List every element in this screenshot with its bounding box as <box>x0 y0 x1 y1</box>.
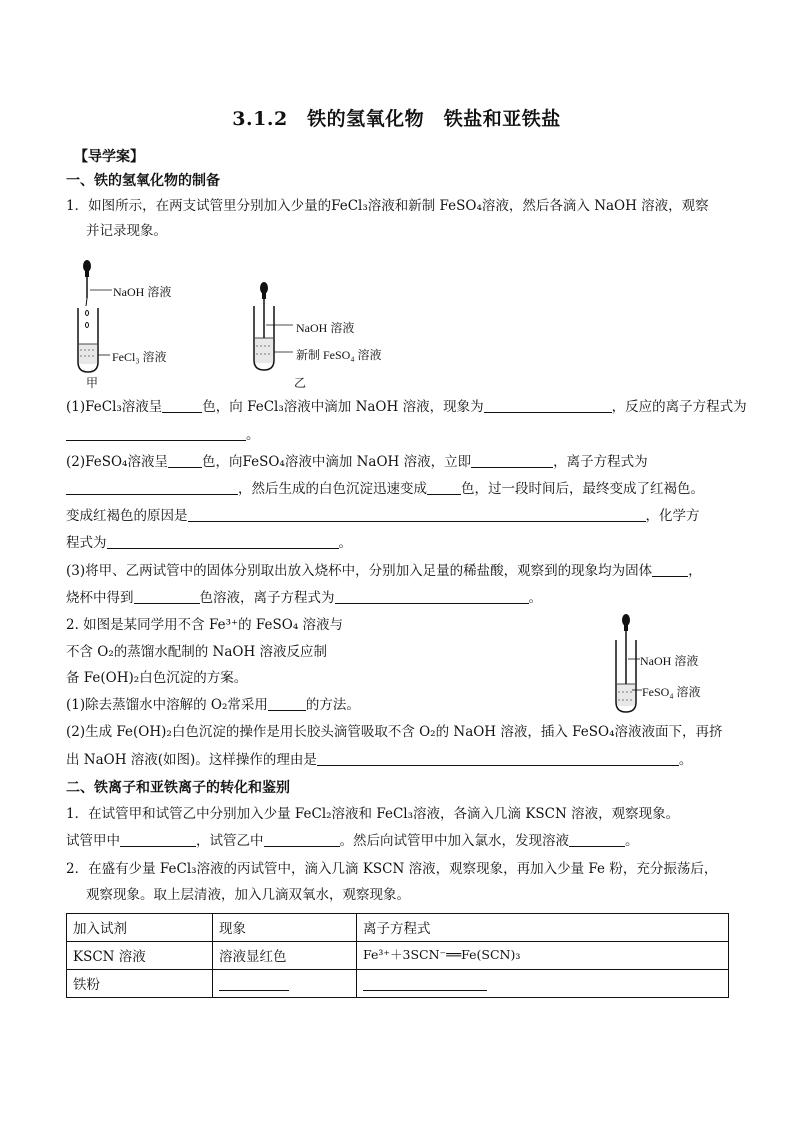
answer-blank[interactable] <box>569 832 625 847</box>
jia-fecl3-label: FeCl₃ 溶液 <box>112 350 167 364</box>
q2-part2-text-b: 出 NaOH 溶液(如图)。这样操作的理由是 <box>66 752 317 768</box>
table-header-row <box>67 914 729 942</box>
part3-line1 <box>66 562 702 580</box>
part1-text-b: 色，向 FeCl₃溶液中滴加 NaOH 溶液，现象为 <box>202 399 484 415</box>
answer-blank[interactable] <box>66 426 246 441</box>
section1-heading: 一、铁的氢氧化物的制备 <box>66 173 220 189</box>
answer-blank[interactable] <box>219 976 289 991</box>
q1-line2: 并记录现象。 <box>86 223 167 239</box>
table-header-cell: 加入试剂 <box>67 914 213 942</box>
answer-blank[interactable] <box>134 589 200 604</box>
q1-line1: 1．如图所示，在两支试管里分别加入少量的FeCl₃溶液和新制 FeSO₄溶液，然后各滴入 NaOH 溶液，观察 <box>66 198 709 214</box>
q2-part1-text-b: 的方法。 <box>305 697 360 713</box>
answer-blank[interactable] <box>471 453 553 468</box>
table-cell-blank[interactable] <box>213 970 357 998</box>
q2-line1: 2. 如图是某同学用不含 Fe³⁺的 FeSO₄ 溶液与 <box>66 617 344 633</box>
fig3-naoh-label: NaOH 溶液 <box>640 654 699 668</box>
q2-part1 <box>66 696 360 714</box>
part2-text-g: ，化学方 <box>645 508 700 524</box>
part2-text-f: 变成红褐色的原因是 <box>66 508 188 524</box>
answer-blank[interactable] <box>107 534 339 549</box>
dropper-bulb <box>622 614 630 626</box>
jia-caption: 甲 <box>86 376 99 390</box>
period: 。 <box>528 590 542 606</box>
s2-q2-line2: 观察现象。取上层清液，加入几滴双氧水，观察现象。 <box>86 887 410 903</box>
fig3-feso4-label: FeSO₄ 溶液 <box>642 685 701 699</box>
part1-text-c: ，反应的离子方程式为 <box>611 399 747 415</box>
reaction-table <box>66 913 729 998</box>
part2-line1 <box>66 453 648 471</box>
answer-blank[interactable] <box>317 751 679 766</box>
q2-line3: 备 Fe(OH)₂白色沉淀的方案。 <box>66 670 248 686</box>
part2-text-d: ，然后生成的白色沉淀迅速变成 <box>238 481 427 497</box>
table-cell: 溶液显红色 <box>213 942 357 970</box>
table-cell: KSCN 溶液 <box>67 942 213 970</box>
page-title: 3.1.2 铁的氢氧化物 铁盐和亚铁盐 <box>232 108 561 130</box>
table-header-cell: 现象 <box>213 914 357 942</box>
answer-blank[interactable] <box>427 480 461 495</box>
s2-q1-text-b: ，试管乙中 <box>196 833 264 849</box>
table-cell: Fe³⁺＋3SCN⁻══Fe(SCN)₃ <box>357 942 729 970</box>
yi-caption: 乙 <box>294 376 307 390</box>
part1-line2 <box>66 426 260 444</box>
table-row <box>67 942 729 970</box>
q2-line2: 不含 O₂的蒸馏水配制的 NaOH 溶液反应制 <box>66 644 328 660</box>
period: 。 <box>678 752 693 768</box>
answer-blank[interactable] <box>264 832 340 847</box>
q2-part1-text-a: (1)除去蒸馏水中溶解的 O₂常采用 <box>66 697 268 713</box>
part2-text-h: 程式为 <box>66 535 107 551</box>
part2-text-b: 色，向FeSO₄溶液中滴加 NaOH 溶液，立即 <box>201 454 472 470</box>
part2-text-a: (2)FeSO₄溶液呈 <box>66 454 168 470</box>
table-row <box>67 970 729 998</box>
s2-q1-text-a: 试管甲中 <box>66 833 120 849</box>
part2-text-e: 色，过一段时间后，最终变成了红褐色。 <box>461 481 704 497</box>
answer-blank[interactable] <box>168 453 202 468</box>
table-cell-blank[interactable] <box>357 970 729 998</box>
guide-label: 【导学案】 <box>74 149 144 165</box>
s2-q1-answers <box>66 832 639 850</box>
part2-text-c: ，离子方程式为 <box>553 454 648 470</box>
answer-blank[interactable] <box>484 398 612 413</box>
test-tube-jia-figure <box>70 258 200 388</box>
part2-line4 <box>66 534 352 552</box>
answer-blank[interactable] <box>335 589 529 604</box>
part1-line <box>66 398 747 416</box>
s2-q1-text-c: 。然后向试管甲中加入氯水，发现溶液 <box>339 833 569 849</box>
yi-naoh-label: NaOH 溶液 <box>296 321 355 335</box>
dropper-bulb-yi <box>260 282 268 294</box>
period: 。 <box>338 535 352 551</box>
answer-blank[interactable] <box>268 696 306 711</box>
part3-text-a: (3)将甲、乙两试管中的固体分别取出放入烧杯中，分别加入足量的稀盐酸，观察到的现象均为固体 <box>66 563 653 579</box>
part2-line3 <box>66 507 700 525</box>
q2-part2-line1: (2)生成 Fe(OH)₂白色沉淀的操作是用长胶头滴管吸取不含 O₂的 NaOH 溶液，插入 FeSO₄溶液液面下，再挤 <box>66 724 723 740</box>
dropper-bulb-jia <box>83 260 91 272</box>
answer-blank[interactable] <box>66 480 238 495</box>
jia-naoh-label: NaOH 溶液 <box>113 285 172 299</box>
part2-line2 <box>66 480 704 498</box>
s2-q1-line: 1．在试管甲和试管乙中分别加入少量 FeCl₂溶液和 FeCl₃溶液，各滴入几滴 KSCN 溶液，观察现象。 <box>66 806 680 822</box>
table-cell: 铁粉 <box>67 970 213 998</box>
q2-part2-line2 <box>66 751 692 769</box>
answer-blank[interactable] <box>363 976 487 991</box>
s2-q2-line1: 2．在盛有少量 FeCl₃溶液的丙试管中，滴入几滴 KSCN 溶液，观察现象，再加入少量 Fe 粉，充分振荡后， <box>66 861 718 877</box>
period: 。 <box>625 833 639 849</box>
yi-feso4-label: 新制 FeSO₄ 溶液 <box>296 348 382 362</box>
answer-blank[interactable] <box>188 507 646 522</box>
part3-line2 <box>66 589 542 607</box>
part3-text-b: ， <box>688 563 702 579</box>
period: 。 <box>246 427 260 443</box>
table-header-cell: 离子方程式 <box>357 914 729 942</box>
answer-blank[interactable] <box>652 562 688 577</box>
answer-blank[interactable] <box>162 398 202 413</box>
answer-blank[interactable] <box>120 832 196 847</box>
part1-text-a: (1)FeCl₃溶液呈 <box>66 399 163 415</box>
part3-text-c: 烧杯中得到 <box>66 590 134 606</box>
part3-text-d: 色溶液，离子方程式为 <box>199 590 335 606</box>
section2-heading: 二、铁离子和亚铁离子的转化和鉴别 <box>66 780 290 796</box>
